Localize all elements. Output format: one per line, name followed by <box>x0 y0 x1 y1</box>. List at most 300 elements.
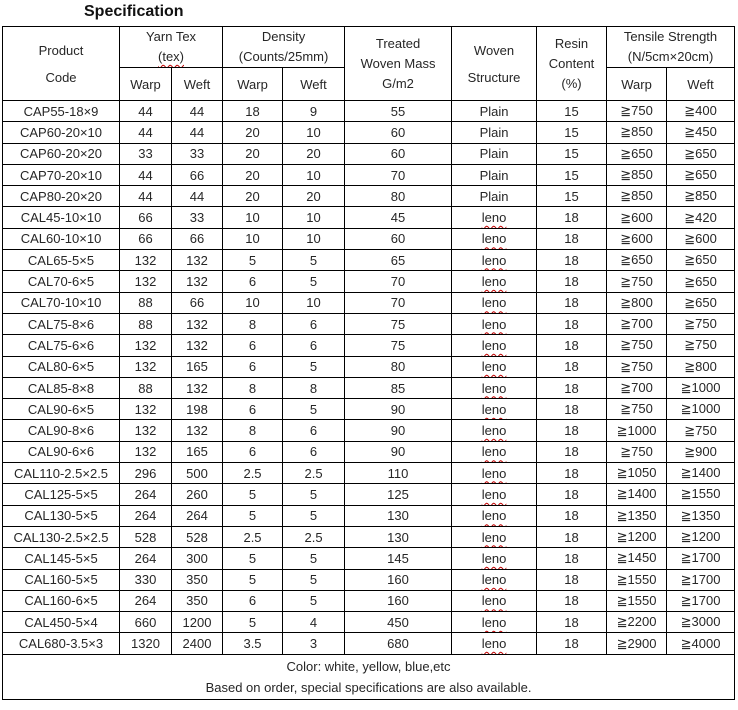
density-weft-cell: 6 <box>283 420 345 441</box>
treated-mass-cell: 145 <box>345 548 452 569</box>
density-warp-cell: 5 <box>223 250 283 271</box>
table-row <box>3 377 735 398</box>
density-warp-cell: 5 <box>223 569 283 590</box>
resin-content-cell: 15 <box>537 101 607 122</box>
yarn-tex-warp-cell: 132 <box>120 335 172 356</box>
density-weft-cell: 5 <box>283 484 345 505</box>
tensile-warp-cell: ≧650 <box>607 250 667 271</box>
product-code-cell: CAL65-5×5 <box>3 250 120 271</box>
tensile-warp-cell: ≧2200 <box>607 612 667 633</box>
table-row <box>3 505 735 526</box>
product-code-cell: CAL60-10×10 <box>3 228 120 249</box>
density-weft-cell: 10 <box>283 228 345 249</box>
yarn-tex-weft-cell: 44 <box>172 101 223 122</box>
density-weft-cell: 2.5 <box>283 463 345 484</box>
resin-content-cell: 18 <box>537 526 607 547</box>
tensile-warp-cell: ≧600 <box>607 228 667 249</box>
treated-mass-cell: 160 <box>345 590 452 611</box>
woven-structure-cell: leno <box>452 441 537 462</box>
tensile-warp-cell: ≧1550 <box>607 590 667 611</box>
tensile-weft-cell: ≧450 <box>667 122 735 143</box>
woven-structure-cell: leno <box>452 250 537 271</box>
product-code-cell: CAL130-2.5×2.5 <box>3 526 120 547</box>
woven-structure-cell: leno <box>452 292 537 313</box>
resin-content-cell: 18 <box>537 377 607 398</box>
density-warp-cell: 5 <box>223 505 283 526</box>
tensile-weft-cell: ≧1200 <box>667 526 735 547</box>
density-warp-cell: 20 <box>223 186 283 207</box>
product-code-cell: CAP80-20×20 <box>3 186 120 207</box>
col-header-woven-structure: Woven Structure <box>452 27 537 101</box>
density-warp-cell: 6 <box>223 356 283 377</box>
yarn-tex-warp-cell: 44 <box>120 164 172 185</box>
density-weft-cell: 9 <box>283 101 345 122</box>
yarn-tex-weft-cell: 198 <box>172 399 223 420</box>
table-row <box>3 143 735 164</box>
resin-content-cell: 18 <box>537 612 607 633</box>
yarn-tex-weft-cell: 66 <box>172 292 223 313</box>
product-code-cell: CAL70-6×5 <box>3 271 120 292</box>
yarn-tex-weft-cell: 350 <box>172 569 223 590</box>
yarn-tex-warp-cell: 88 <box>120 377 172 398</box>
density-weft-cell: 2.5 <box>283 526 345 547</box>
resin-content-cell: 18 <box>537 633 607 654</box>
yarn-tex-weft-cell: 350 <box>172 590 223 611</box>
table-row <box>3 612 735 633</box>
treated-mass-cell: 60 <box>345 228 452 249</box>
tensile-warp-cell: ≧850 <box>607 164 667 185</box>
yarn-tex-warp-cell: 44 <box>120 122 172 143</box>
product-code-cell: CAL145-5×5 <box>3 548 120 569</box>
treated-mass-cell: 70 <box>345 164 452 185</box>
density-weft-cell: 5 <box>283 505 345 526</box>
table-row <box>3 633 735 654</box>
table-row <box>3 313 735 334</box>
tensile-weft-cell: ≧900 <box>667 441 735 462</box>
product-code-cell: CAL130-5×5 <box>3 505 120 526</box>
yarn-tex-warp-cell: 1320 <box>120 633 172 654</box>
product-code-cell: CAL90-8×6 <box>3 420 120 441</box>
density-warp-cell: 2.5 <box>223 463 283 484</box>
tensile-weft-cell: ≧1550 <box>667 484 735 505</box>
resin-content-cell: 18 <box>537 463 607 484</box>
yarn-tex-warp-cell: 132 <box>120 420 172 441</box>
tensile-warp-cell: ≧1400 <box>607 484 667 505</box>
yarn-tex-warp-cell: 264 <box>120 590 172 611</box>
density-weft-cell: 5 <box>283 569 345 590</box>
table-row <box>3 335 735 356</box>
tensile-warp-cell: ≧750 <box>607 399 667 420</box>
yarn-tex-warp-cell: 264 <box>120 548 172 569</box>
yarn-tex-warp-cell: 66 <box>120 207 172 228</box>
resin-content-cell: 18 <box>537 399 607 420</box>
product-code-cell: CAL45-10×10 <box>3 207 120 228</box>
density-warp-cell: 8 <box>223 377 283 398</box>
treated-mass-cell: 130 <box>345 526 452 547</box>
woven-structure-cell: leno <box>452 313 537 334</box>
tensile-weft-cell: ≧420 <box>667 207 735 228</box>
treated-mass-cell: 110 <box>345 463 452 484</box>
density-weft-cell: 5 <box>283 590 345 611</box>
product-code-cell: CAL110-2.5×2.5 <box>3 463 120 484</box>
yarn-tex-weft-cell: 44 <box>172 122 223 143</box>
yarn-tex-weft-cell: 66 <box>172 164 223 185</box>
treated-mass-cell: 80 <box>345 186 452 207</box>
resin-content-cell: 18 <box>537 548 607 569</box>
resin-content-cell: 18 <box>537 484 607 505</box>
yarn-tex-warp-cell: 88 <box>120 313 172 334</box>
yarn-tex-warp-cell: 330 <box>120 569 172 590</box>
density-weft-cell: 20 <box>283 143 345 164</box>
density-weft-cell: 5 <box>283 250 345 271</box>
product-code-cell: CAL80-6×5 <box>3 356 120 377</box>
resin-content-cell: 18 <box>537 335 607 356</box>
yarn-tex-weft-cell: 132 <box>172 377 223 398</box>
sub-header-yarn-weft: Weft <box>172 68 223 101</box>
treated-mass-cell: 75 <box>345 313 452 334</box>
treated-mass-cell: 680 <box>345 633 452 654</box>
yarn-tex-warp-cell: 296 <box>120 463 172 484</box>
density-weft-cell: 6 <box>283 335 345 356</box>
yarn-tex-warp-cell: 44 <box>120 101 172 122</box>
product-code-cell: CAL160-6×5 <box>3 590 120 611</box>
treated-mass-cell: 160 <box>345 569 452 590</box>
woven-structure-cell: leno <box>452 484 537 505</box>
density-weft-cell: 5 <box>283 399 345 420</box>
yarn-tex-weft-cell: 165 <box>172 441 223 462</box>
col-header-tensile-strength: Tensile Strength (N/5cm×20cm) <box>607 27 735 68</box>
yarn-tex-weft-cell: 44 <box>172 186 223 207</box>
resin-content-cell: 15 <box>537 164 607 185</box>
density-weft-cell: 10 <box>283 207 345 228</box>
resin-content-cell: 18 <box>537 228 607 249</box>
product-code-cell: CAL450-5×4 <box>3 612 120 633</box>
yarn-tex-warp-cell: 660 <box>120 612 172 633</box>
tensile-warp-cell: ≧850 <box>607 122 667 143</box>
woven-structure-cell: leno <box>452 612 537 633</box>
tensile-warp-cell: ≧750 <box>607 441 667 462</box>
product-code-cell: CAL75-6×6 <box>3 335 120 356</box>
yarn-tex-warp-cell: 132 <box>120 250 172 271</box>
tensile-warp-cell: ≧850 <box>607 186 667 207</box>
treated-mass-cell: 55 <box>345 101 452 122</box>
col-header-resin-content: Resin Content (%) <box>537 27 607 101</box>
resin-content-cell: 18 <box>537 441 607 462</box>
density-warp-cell: 5 <box>223 548 283 569</box>
density-warp-cell: 20 <box>223 122 283 143</box>
treated-mass-cell: 45 <box>345 207 452 228</box>
yarn-tex-weft-cell: 132 <box>172 420 223 441</box>
treated-mass-cell: 130 <box>345 505 452 526</box>
woven-structure-cell: leno <box>452 271 537 292</box>
woven-structure-cell: leno <box>452 228 537 249</box>
table-row <box>3 420 735 441</box>
density-weft-cell: 10 <box>283 164 345 185</box>
woven-structure-cell: leno <box>452 377 537 398</box>
woven-structure-cell: Plain <box>452 101 537 122</box>
density-weft-cell: 10 <box>283 292 345 313</box>
woven-structure-cell: leno <box>452 505 537 526</box>
yarn-tex-weft-cell: 2400 <box>172 633 223 654</box>
density-warp-cell: 6 <box>223 441 283 462</box>
density-weft-cell: 6 <box>283 313 345 334</box>
yarn-tex-weft-cell: 132 <box>172 313 223 334</box>
woven-structure-cell: leno <box>452 399 537 420</box>
resin-content-cell: 15 <box>537 122 607 143</box>
woven-structure-cell: leno <box>452 207 537 228</box>
density-warp-cell: 6 <box>223 399 283 420</box>
tensile-weft-cell: ≧400 <box>667 101 735 122</box>
tensile-warp-cell: ≧1550 <box>607 569 667 590</box>
table-row <box>3 101 735 122</box>
product-code-cell: CAP60-20×10 <box>3 122 120 143</box>
density-weft-cell: 8 <box>283 377 345 398</box>
resin-content-cell: 18 <box>537 505 607 526</box>
table-row <box>3 356 735 377</box>
yarn-tex-warp-cell: 88 <box>120 292 172 313</box>
density-warp-cell: 6 <box>223 590 283 611</box>
product-code-cell: CAP55-18×9 <box>3 101 120 122</box>
tensile-warp-cell: ≧2900 <box>607 633 667 654</box>
tensile-weft-cell: ≧1000 <box>667 399 735 420</box>
density-weft-cell: 4 <box>283 612 345 633</box>
treated-mass-cell: 90 <box>345 420 452 441</box>
sub-header-density-weft: Weft <box>283 68 345 101</box>
tensile-weft-cell: ≧800 <box>667 356 735 377</box>
sub-header-tensile-warp: Warp <box>607 68 667 101</box>
tensile-warp-cell: ≧700 <box>607 377 667 398</box>
yarn-tex-warp-cell: 132 <box>120 399 172 420</box>
yarn-tex-weft-cell: 33 <box>172 143 223 164</box>
table-row <box>3 164 735 185</box>
sub-header-tensile-weft: Weft <box>667 68 735 101</box>
sub-header-yarn-warp: Warp <box>120 68 172 101</box>
density-warp-cell: 20 <box>223 143 283 164</box>
yarn-tex-weft-cell: 132 <box>172 335 223 356</box>
tensile-weft-cell: ≧650 <box>667 271 735 292</box>
treated-mass-cell: 70 <box>345 271 452 292</box>
woven-structure-cell: leno <box>452 335 537 356</box>
tensile-warp-cell: ≧700 <box>607 313 667 334</box>
table-header <box>3 27 735 101</box>
table-row <box>3 548 735 569</box>
tensile-warp-cell: ≧750 <box>607 101 667 122</box>
yarn-tex-warp-cell: 44 <box>120 186 172 207</box>
treated-mass-cell: 75 <box>345 335 452 356</box>
treated-mass-cell: 90 <box>345 399 452 420</box>
tensile-weft-cell: ≧750 <box>667 420 735 441</box>
yarn-tex-weft-cell: 500 <box>172 463 223 484</box>
product-code-cell: CAL85-8×8 <box>3 377 120 398</box>
density-warp-cell: 8 <box>223 313 283 334</box>
resin-content-cell: 18 <box>537 313 607 334</box>
density-weft-cell: 5 <box>283 548 345 569</box>
footer-color-note: Color: white, yellow, blue,etc <box>286 658 451 674</box>
table-row <box>3 250 735 271</box>
density-warp-cell: 8 <box>223 420 283 441</box>
col-header-density: Density (Counts/25mm) <box>223 27 345 68</box>
table-footer <box>3 654 735 699</box>
yarn-tex-warp-cell: 528 <box>120 526 172 547</box>
product-code-cell: CAL90-6×5 <box>3 399 120 420</box>
tensile-warp-cell: ≧600 <box>607 207 667 228</box>
tensile-warp-cell: ≧1050 <box>607 463 667 484</box>
tensile-weft-cell: ≧650 <box>667 143 735 164</box>
woven-structure-cell: leno <box>452 356 537 377</box>
resin-content-cell: 18 <box>537 356 607 377</box>
resin-content-cell: 18 <box>537 207 607 228</box>
density-weft-cell: 3 <box>283 633 345 654</box>
product-code-cell: CAL90-6×6 <box>3 441 120 462</box>
tensile-weft-cell: ≧650 <box>667 250 735 271</box>
tensile-warp-cell: ≧800 <box>607 292 667 313</box>
tensile-weft-cell: ≧750 <box>667 313 735 334</box>
density-weft-cell: 5 <box>283 356 345 377</box>
tensile-warp-cell: ≧1000 <box>607 420 667 441</box>
treated-mass-cell: 125 <box>345 484 452 505</box>
tensile-weft-cell: ≧1000 <box>667 377 735 398</box>
density-warp-cell: 2.5 <box>223 526 283 547</box>
woven-structure-cell: Plain <box>452 186 537 207</box>
yarn-tex-weft-cell: 260 <box>172 484 223 505</box>
density-warp-cell: 20 <box>223 164 283 185</box>
density-warp-cell: 10 <box>223 228 283 249</box>
table-row <box>3 292 735 313</box>
tensile-weft-cell: ≧600 <box>667 228 735 249</box>
treated-mass-cell: 90 <box>345 441 452 462</box>
yarn-tex-weft-cell: 132 <box>172 271 223 292</box>
table-row <box>3 228 735 249</box>
density-weft-cell: 5 <box>283 271 345 292</box>
yarn-tex-weft-cell: 66 <box>172 228 223 249</box>
density-warp-cell: 6 <box>223 335 283 356</box>
resin-content-cell: 15 <box>537 186 607 207</box>
treated-mass-cell: 70 <box>345 292 452 313</box>
table-row <box>3 526 735 547</box>
product-code-cell: CAP60-20×20 <box>3 143 120 164</box>
density-warp-cell: 6 <box>223 271 283 292</box>
density-warp-cell: 5 <box>223 612 283 633</box>
density-warp-cell: 5 <box>223 484 283 505</box>
yarn-tex-weft-cell: 165 <box>172 356 223 377</box>
woven-structure-cell: Plain <box>452 122 537 143</box>
tensile-warp-cell: ≧1350 <box>607 505 667 526</box>
resin-content-cell: 18 <box>537 590 607 611</box>
tensile-weft-cell: ≧1700 <box>667 548 735 569</box>
yarn-tex-weft-cell: 300 <box>172 548 223 569</box>
yarn-tex-weft-cell: 1200 <box>172 612 223 633</box>
tensile-weft-cell: ≧1350 <box>667 505 735 526</box>
spec-table-body <box>3 101 735 655</box>
resin-content-cell: 18 <box>537 569 607 590</box>
product-code-cell: CAP70-20×10 <box>3 164 120 185</box>
treated-mass-cell: 60 <box>345 143 452 164</box>
footer-notes-cell <box>3 654 735 699</box>
yarn-tex-weft-cell: 33 <box>172 207 223 228</box>
table-row <box>3 569 735 590</box>
woven-structure-cell: leno <box>452 590 537 611</box>
woven-structure-cell: leno <box>452 420 537 441</box>
product-code-cell: CAL75-8×6 <box>3 313 120 334</box>
yarn-tex-weft-cell: 264 <box>172 505 223 526</box>
density-warp-cell: 10 <box>223 207 283 228</box>
yarn-tex-warp-cell: 132 <box>120 441 172 462</box>
treated-mass-cell: 85 <box>345 377 452 398</box>
product-code-cell: CAL125-5×5 <box>3 484 120 505</box>
page-title: Specification <box>84 3 184 20</box>
resin-content-cell: 18 <box>537 420 607 441</box>
yarn-tex-warp-cell: 33 <box>120 143 172 164</box>
table-row <box>3 122 735 143</box>
treated-mass-cell: 450 <box>345 612 452 633</box>
yarn-tex-unit: (tex) <box>158 49 184 64</box>
col-header-yarn-tex: Yarn Tex (tex) <box>120 27 223 68</box>
tensile-warp-cell: ≧750 <box>607 271 667 292</box>
product-code-cell: CAL160-5×5 <box>3 569 120 590</box>
resin-content-cell: 18 <box>537 250 607 271</box>
tensile-weft-cell: ≧1700 <box>667 569 735 590</box>
treated-mass-cell: 60 <box>345 122 452 143</box>
resin-content-cell: 18 <box>537 271 607 292</box>
table-row <box>3 590 735 611</box>
density-weft-cell: 10 <box>283 122 345 143</box>
table-row <box>3 463 735 484</box>
tensile-weft-cell: ≧750 <box>667 335 735 356</box>
footer-order-note: Based on order, special specifications are also available. <box>205 679 532 695</box>
tensile-weft-cell: ≧650 <box>667 292 735 313</box>
tensile-weft-cell: ≧1400 <box>667 463 735 484</box>
treated-mass-cell: 80 <box>345 356 452 377</box>
woven-structure-cell: Plain <box>452 143 537 164</box>
yarn-tex-weft-cell: 528 <box>172 526 223 547</box>
woven-structure-cell: leno <box>452 548 537 569</box>
yarn-tex-warp-cell: 132 <box>120 271 172 292</box>
tensile-weft-cell: ≧1700 <box>667 590 735 611</box>
treated-mass-cell: 65 <box>345 250 452 271</box>
product-code-cell: CAL680-3.5×3 <box>3 633 120 654</box>
woven-structure-cell: leno <box>452 463 537 484</box>
yarn-tex-warp-cell: 132 <box>120 356 172 377</box>
tensile-warp-cell: ≧1200 <box>607 526 667 547</box>
table-row <box>3 441 735 462</box>
product-code-cell: CAL70-10×10 <box>3 292 120 313</box>
tensile-warp-cell: ≧1450 <box>607 548 667 569</box>
resin-content-cell: 15 <box>537 143 607 164</box>
tensile-weft-cell: ≧650 <box>667 164 735 185</box>
tensile-warp-cell: ≧750 <box>607 335 667 356</box>
yarn-tex-warp-cell: 66 <box>120 228 172 249</box>
density-weft-cell: 6 <box>283 441 345 462</box>
tensile-warp-cell: ≧750 <box>607 356 667 377</box>
resin-content-cell: 18 <box>537 292 607 313</box>
tensile-weft-cell: ≧3000 <box>667 612 735 633</box>
tensile-weft-cell: ≧850 <box>667 186 735 207</box>
woven-structure-cell: leno <box>452 569 537 590</box>
table-row <box>3 186 735 207</box>
table-row <box>3 399 735 420</box>
density-warp-cell: 18 <box>223 101 283 122</box>
tensile-warp-cell: ≧650 <box>607 143 667 164</box>
sub-header-density-warp: Warp <box>223 68 283 101</box>
woven-structure-cell: leno <box>452 526 537 547</box>
specification-table <box>2 26 735 700</box>
yarn-tex-weft-cell: 132 <box>172 250 223 271</box>
yarn-tex-warp-cell: 264 <box>120 505 172 526</box>
density-warp-cell: 10 <box>223 292 283 313</box>
table-row <box>3 207 735 228</box>
woven-structure-cell: leno <box>452 633 537 654</box>
density-weft-cell: 20 <box>283 186 345 207</box>
